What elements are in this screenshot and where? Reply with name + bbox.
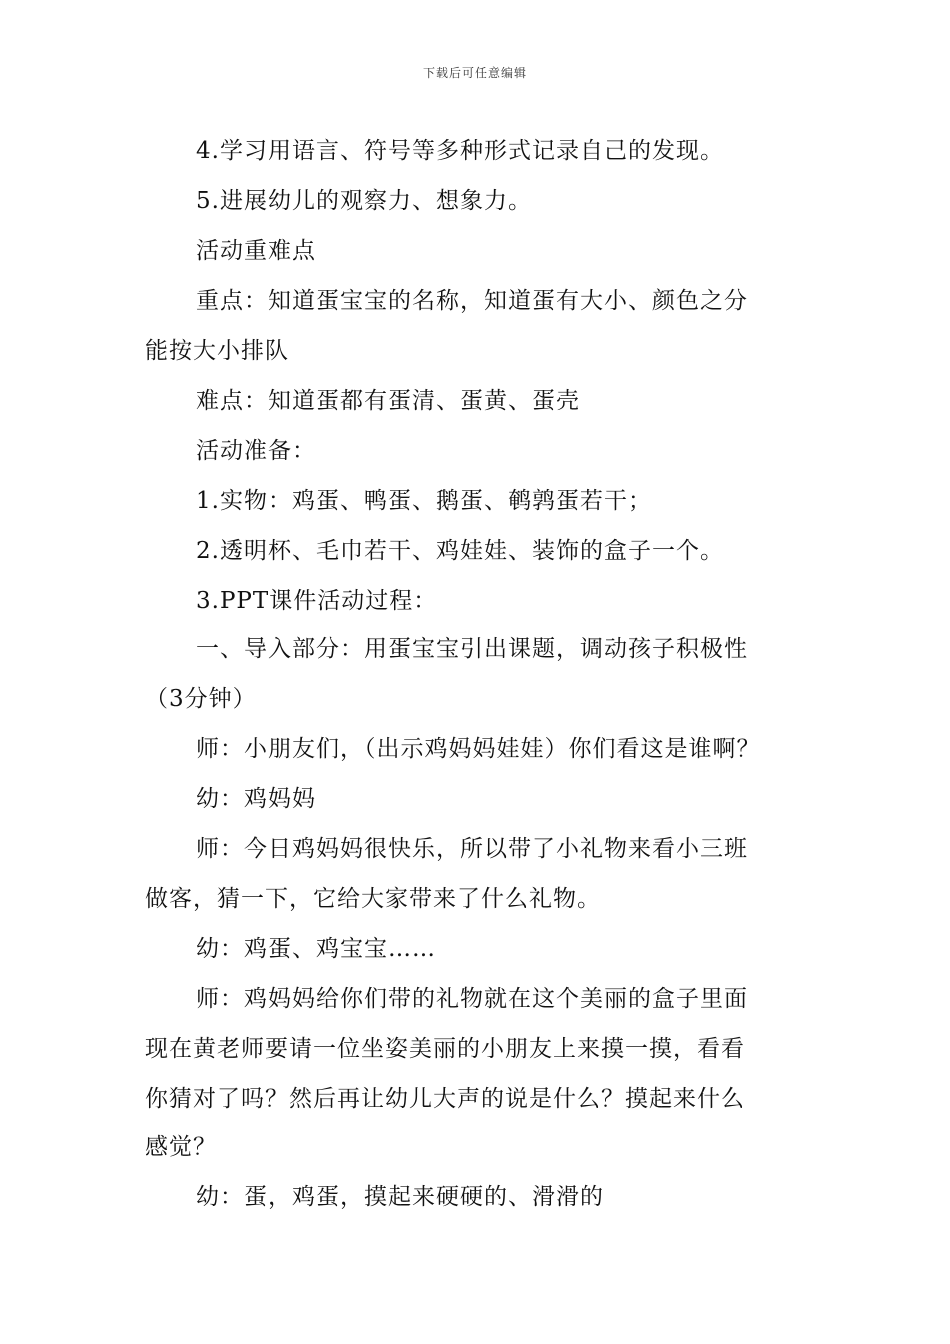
text-line: 难点：知道蛋都有蛋清、蛋黄、蛋壳 xyxy=(196,388,580,414)
text-line: 一、导入部分：用蛋宝宝引出课题，调动孩子积极性 xyxy=(196,636,748,662)
section-heading: 活动准备： xyxy=(196,438,316,464)
text-line: 重点：知道蛋宝宝的名称，知道蛋有大小、颜色之分 xyxy=(196,288,748,314)
text-line: 能按大小排队 xyxy=(145,338,289,364)
text-line: 现在黄老师要请一位坐姿美丽的小朋友上来摸一摸，看看 xyxy=(145,1036,745,1062)
dialogue-line: 师：鸡妈妈给你们带的礼物就在这个美丽的盒子里面 xyxy=(196,986,748,1012)
list-item: 3.PPT课件活动过程： xyxy=(196,588,438,614)
text-line: 5.进展幼儿的观察力、想象力。 xyxy=(196,188,532,214)
page-header: 下载后可任意编辑 xyxy=(422,66,527,80)
dialogue-line: 幼：鸡妈妈 xyxy=(196,786,316,812)
dialogue-line: 幼：蛋，鸡蛋，摸起来硬硬的、滑滑的 xyxy=(196,1184,604,1210)
dialogue-line: 幼：鸡蛋、鸡宝宝…… xyxy=(196,936,436,962)
section-heading: 活动重难点 xyxy=(196,238,316,264)
text-line: 感觉？ xyxy=(145,1134,217,1160)
text-line: 你猜对了吗？然后再让幼儿大声的说是什么？摸起来什么 xyxy=(145,1086,745,1112)
text-line: 4.学习用语言、符号等多种形式记录自己的发现。 xyxy=(196,138,724,164)
text-line: 做客，猜一下，它给大家带来了什么礼物。 xyxy=(145,886,601,912)
list-item: 2.透明杯、毛巾若干、鸡娃娃、装饰的盒子一个。 xyxy=(196,538,724,564)
text-line: （3分钟） xyxy=(145,686,257,712)
dialogue-line: 师：小朋友们，（出示鸡妈妈娃娃）你们看这是谁啊？ xyxy=(196,736,761,762)
dialogue-line: 师：今日鸡妈妈很快乐，所以带了小礼物来看小三班 xyxy=(196,836,748,862)
list-item: 1.实物：鸡蛋、鸭蛋、鹅蛋、鹌鹑蛋若干； xyxy=(196,488,652,514)
